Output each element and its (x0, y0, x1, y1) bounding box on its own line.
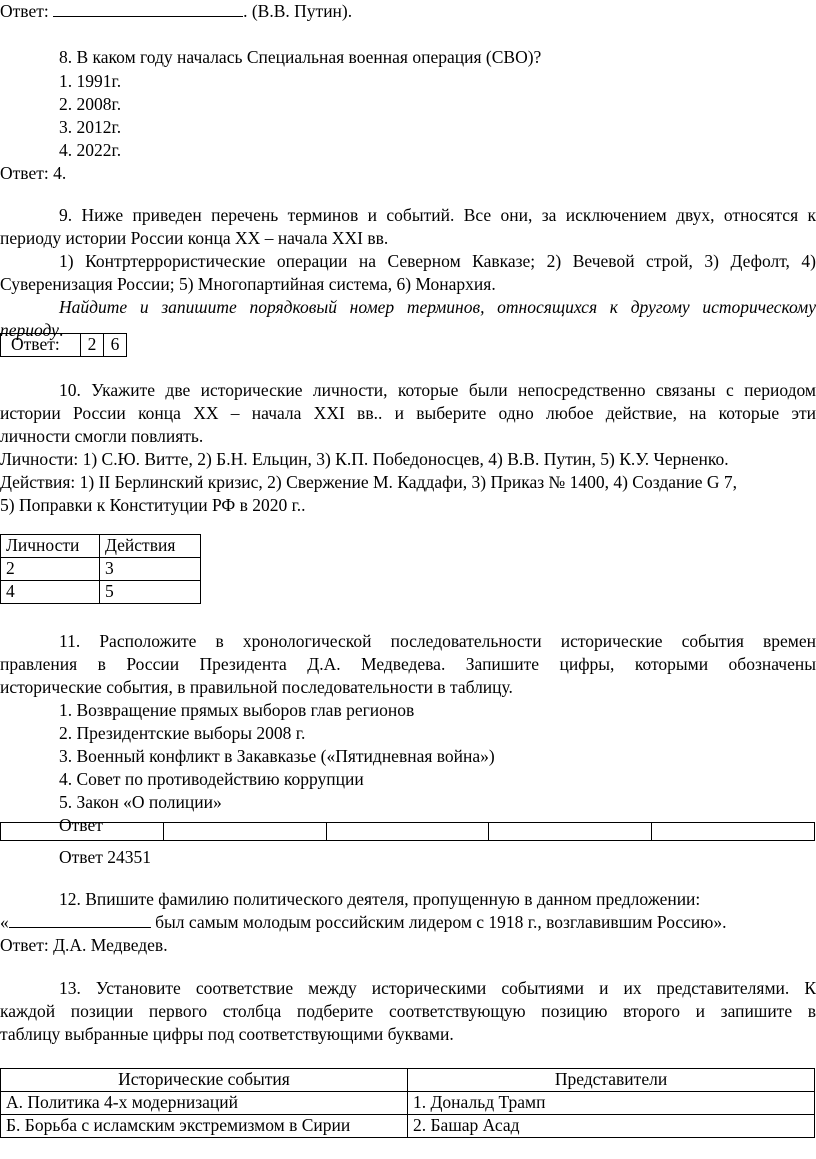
q12-sentence-rest: был самым молодым российским лидером с 1918 г., возглавившим Россию». (150, 912, 727, 932)
q9-answer-cell: 6 (104, 334, 127, 357)
q10-header: Действия (100, 535, 201, 558)
q11-line: исторические события, в правильной последовательности в таблицу. (0, 677, 513, 697)
q10-line: истории России конца XX – начала XXI вв.. и выберите одно любое действие, на которые эти (0, 403, 816, 423)
q12-sentence (0, 911, 726, 934)
q11-item: 5. Закон «О полиции» (59, 792, 222, 812)
q13-line: каждой позиции первого столбца подберите соответствующую позицию второго и запишите в (0, 1001, 816, 1021)
q9-instruction: Найдите и запишите порядковый номер терминов, относящихся к другому историческому (59, 297, 816, 317)
q13-header: Представители (408, 1069, 815, 1092)
q11-answer-label: Ответ (59, 815, 103, 835)
q10-line: 10. Укажите две исторические личности, которые были непосредственно связаны с периодом (59, 380, 816, 400)
table-row (1, 558, 201, 581)
q8-option: 4. 2022г. (59, 140, 122, 160)
table-row (1, 581, 201, 604)
q11-empty-cell (326, 823, 489, 841)
q9-line: 1) Контртеррористические операции на Северном Кавказе; 2) Вечевой строй, 3) Дефолт, 4) (59, 251, 816, 271)
q8-option: 2. 2008г. (59, 94, 122, 114)
q13-line: 13. Установите соответствие между историческими событиями и их представителями. К (59, 978, 816, 998)
q10-actions: Действия: 1) II Берлинский кризис, 2) Свержение М. Каддафи, 3) Приказ № 1400, 4) Создание G 7, (0, 472, 738, 492)
q11-line: 11. Расположите в хронологической последовательности исторические события времен (59, 631, 816, 651)
q10-line: 5) Поправки к Конституции РФ в 2020 г.. (0, 495, 306, 515)
table-row (1, 1092, 815, 1115)
q9-instruction-word: периоду (0, 320, 59, 340)
q13-header: Исторические события (1, 1069, 408, 1092)
q12-blank (9, 911, 151, 928)
q8-answer: Ответ: 4. (0, 163, 67, 183)
q9-instruction-period: . (58, 320, 64, 340)
q10-cell: 5 (100, 581, 201, 604)
q10-personalities: Личности: 1) С.Ю. Витте, 2) Б.Н. Ельцин, 3) К.П. Победоносцев, 4) В.В. Путин, 5) К.У. Черненко. (0, 449, 729, 469)
q11-item: 1. Возвращение прямых выборов глав регионов (59, 700, 415, 720)
answer-blank (53, 0, 243, 17)
q9-answer-label: Ответ: (1, 334, 81, 357)
q10-cell: 4 (1, 581, 100, 604)
q9-answer-table (0, 333, 127, 357)
table-row (1, 1115, 815, 1138)
top-answer-prefix: Ответ: (0, 1, 49, 21)
q9-line: 9. Ниже приведен перечень терминов и событий. Все они, за исключением двух, относятся к (59, 205, 816, 225)
q11-item: 4. Совет по противодействию коррупции (59, 769, 364, 789)
q10-cell: 2 (1, 558, 100, 581)
q9-answer-cell: 2 (81, 334, 104, 357)
q11-line: правления в России Президента Д.А. Медведева. Запишите цифры, которыми обозначены (0, 654, 816, 674)
q13-cell: А. Политика 4-х модернизаций (1, 1092, 408, 1115)
q10-cell: 3 (100, 558, 201, 581)
q11-empty-cell (1, 823, 164, 841)
q11-empty-cell (163, 823, 326, 841)
top-answer-suffix: . (В.В. Путин). (243, 1, 353, 21)
q9-line: Суверенизация России; 5) Многопартийная система, 6) Монархия. (0, 274, 496, 294)
q13-cell: 2. Башар Асад (408, 1115, 815, 1138)
q11-empty-cell (489, 823, 652, 841)
q11-answer-table (0, 822, 815, 841)
q8-option: 3. 2012г. (59, 117, 122, 137)
q11-item: 3. Военный конфликт в Закавказье («Пятидневная война») (59, 746, 495, 766)
q12-line: 12. Впишите фамилию политического деятеля, пропущенную в данном предложении: (59, 889, 701, 909)
q13-cell: Б. Борьба с исламским экстремизмом в Сирии (1, 1115, 408, 1138)
q12-open-quote: « (0, 912, 9, 932)
top-answer-line (0, 0, 352, 23)
q12-answer: Ответ: Д.А. Медведев. (0, 935, 168, 955)
q8-question: 8. В каком году началась Специальная военная операция (СВО)? (59, 47, 542, 67)
q13-table (0, 1068, 815, 1138)
q10-line: личности смогли повлиять. (0, 426, 204, 446)
q9-line: периоду истории России конца XX – начала XXI вв. (0, 228, 389, 248)
q10-answer-table (0, 534, 201, 604)
q10-header: Личности (1, 535, 100, 558)
q8-option: 1. 1991г. (59, 71, 122, 91)
q13-line: таблицу выбранные цифры под соответствующими буквами. (0, 1024, 454, 1044)
q11-answer: Ответ 24351 (59, 847, 151, 867)
q13-cell: 1. Дональд Трамп (408, 1092, 815, 1115)
q11-item: 2. Президентские выборы 2008 г. (59, 723, 306, 743)
q11-empty-cell (652, 823, 815, 841)
